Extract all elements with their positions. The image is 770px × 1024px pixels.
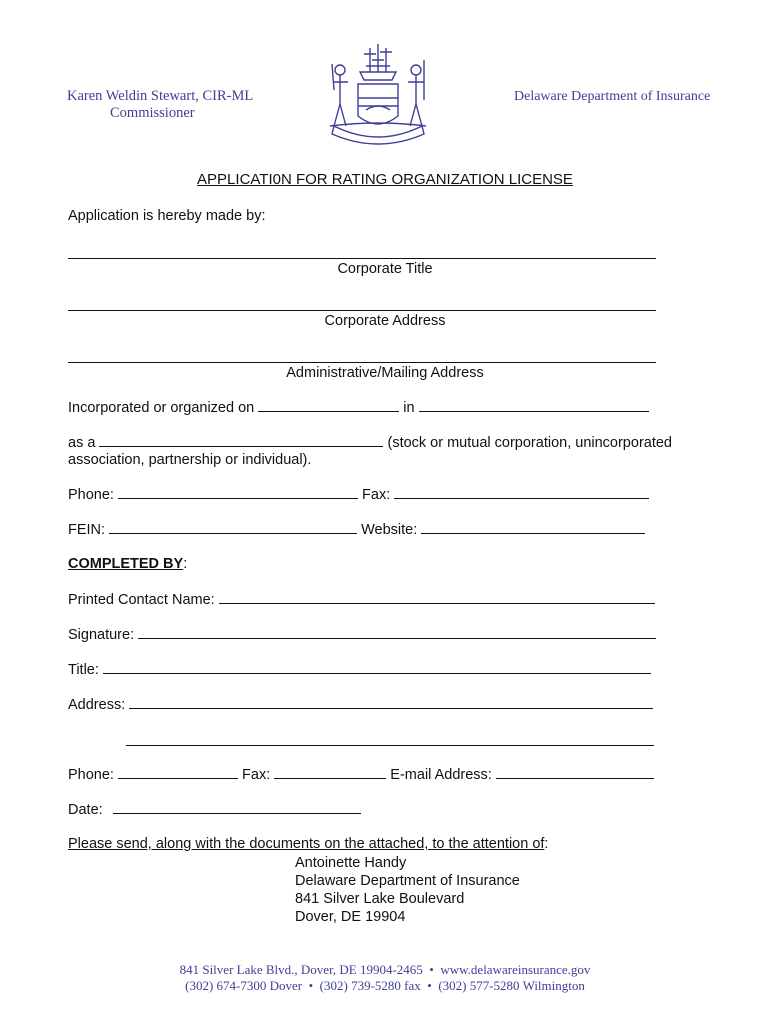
printed-contact-row [68,591,655,608]
phone-label: Phone: [68,487,114,503]
fein-website-row [68,521,645,538]
address-field-line-2[interactable] [126,745,654,746]
incorporated-row [68,399,649,416]
footer-address: 841 Silver Lake Blvd., Dover, DE 19904-2465 [179,962,423,977]
title-row [68,661,651,678]
entity-type-field[interactable] [99,434,383,447]
recipient-address [295,854,520,926]
signature-field[interactable] [138,626,656,639]
commissioner-title: Commissioner [110,105,195,121]
printed-contact-label: Printed Contact Name: [68,592,215,608]
delaware-state-seal-icon [320,40,436,150]
phone-fax-row [68,486,649,503]
address-label: Address: [68,697,126,713]
footer-fax: (302) 739-5280 fax [319,978,421,993]
footer-phone-dover: (302) 674-7300 Dover [185,978,303,993]
commissioner-name: Karen Weldin Stewart, CIR-ML [67,88,254,104]
in-label: in [403,400,415,416]
bullet-icon: • [429,962,434,977]
contact-phone-field[interactable] [118,766,238,779]
corporate-title-field[interactable] [68,258,656,259]
contact-row [68,766,654,783]
entity-type-note-continued: association, partnership or individual). [68,452,312,468]
email-field[interactable] [496,766,654,779]
commissioner-block [67,88,253,122]
fein-field[interactable] [109,521,357,534]
recipient-name: Antoinette Handy [295,855,407,871]
intro-text: Application is hereby made by: [68,208,266,224]
recipient-street: 841 Silver Lake Boulevard [295,891,465,907]
mailing-address-field[interactable] [68,362,656,363]
fax-field[interactable] [394,486,649,499]
fein-label: FEIN: [68,522,106,538]
as-a-label: as a [68,435,96,451]
contact-fax-field[interactable] [274,766,386,779]
corporate-address-field[interactable] [68,310,656,311]
form-title: APPLICATI0N FOR RATING ORGANIZATION LICENSE [197,171,573,188]
bullet-icon: • [427,978,432,993]
website-field[interactable] [421,521,645,534]
department-name: Delaware Department of Insurance [514,89,711,104]
date-row [68,801,361,818]
printed-contact-field[interactable] [219,591,655,604]
entity-type-note: (stock or mutual corporation, unincorporated [387,435,672,451]
footer-website[interactable]: www.delawareinsurance.gov [440,962,591,977]
contact-phone-label: Phone: [68,767,114,783]
incorporated-label: Incorporated or organized on [68,400,255,416]
incorporated-date-field[interactable] [258,399,399,412]
incorporated-state-field[interactable] [419,399,649,412]
footer-line-1 [0,962,770,978]
signature-label: Signature: [68,627,135,643]
contact-fax-label: Fax: [242,767,271,783]
footer-line-2 [0,978,770,994]
title-label: Title: [68,662,99,678]
bullet-icon: • [308,978,314,993]
corporate-address-caption: Corporate Address [324,313,446,329]
signature-row [68,626,656,643]
fax-label: Fax: [362,487,391,503]
footer [0,962,770,994]
title-field[interactable] [103,661,651,674]
corporate-title-caption: Corporate Title [337,261,433,277]
website-label: Website: [361,522,418,538]
date-field[interactable] [113,801,361,814]
send-instruction: Please send, along with the documents on the attached, to the attention of: [68,836,549,852]
address-field[interactable] [129,696,653,709]
recipient-org: Delaware Department of Insurance [295,873,520,889]
completed-by-heading: COMPLETED BY: [68,556,188,572]
address-row [68,696,653,713]
recipient-city: Dover, DE 19904 [295,909,406,925]
phone-field[interactable] [118,486,358,499]
mailing-address-caption: Administrative/Mailing Address [286,365,484,381]
date-label: Date: [68,802,103,818]
email-label: E-mail Address: [390,767,492,783]
footer-phone-wilmington: (302) 577-5280 Wilmington [438,978,585,993]
entity-type-row [68,434,672,451]
